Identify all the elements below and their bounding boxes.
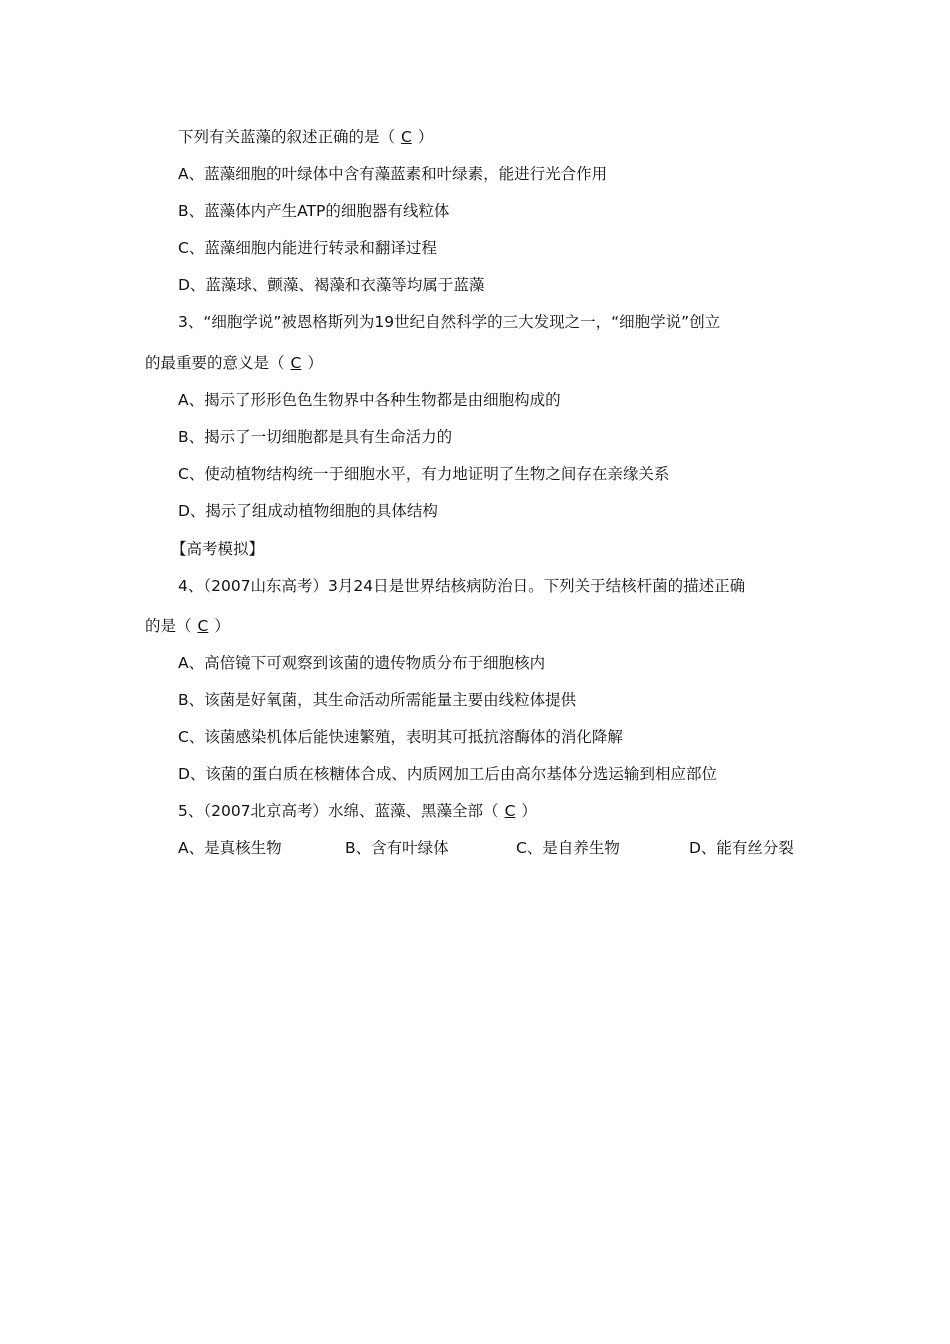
- q3-option-b: B、揭示了一切细胞都是具有生命活力的: [178, 428, 453, 446]
- q2-answer: C: [401, 128, 412, 146]
- q3-stem-line1: 3、“细胞学说”被恩格斯列为19世纪自然科学的三大发现之一，“细胞学说”创立: [178, 313, 721, 331]
- q2-stem: [178, 127, 433, 147]
- q3-stem-close: ）: [307, 354, 323, 372]
- section-title: 【高考模拟】: [171, 540, 265, 558]
- q4-stem-line1: 4、（2007山东高考）3月24日是世界结核病防治日。下列关于结核杆菌的描述正确: [178, 577, 746, 595]
- q2-option-a: A、蓝藻细胞的叶绿体中含有藻蓝素和叶绿素，能进行光合作用: [178, 165, 608, 183]
- q2-stem-close: ）: [417, 128, 434, 146]
- q5-option-b: B、含有叶绿体: [345, 839, 449, 857]
- q3-answer: C: [290, 354, 302, 372]
- q3-option-d: D、揭示了组成动植物细胞的具体结构: [178, 502, 438, 520]
- q5-stem-close: ）: [521, 802, 537, 820]
- q4-option-c: C、该菌感染机体后能快速繁殖，表明其可抵抗溶酶体的消化降解: [178, 728, 623, 746]
- q5-stem-text: 5、（2007北京高考）水绵、蓝藻、黑藻全部（: [178, 802, 499, 820]
- q4-stem-text: 的是（: [145, 617, 192, 635]
- q4-answer: C: [197, 617, 209, 635]
- q2-option-d: D、蓝藻球、颤藻、褐藻和衣藻等均属于蓝藻: [178, 276, 485, 294]
- q3-option-c: C、使动植物结构统一于细胞水平，有力地证明了生物之间存在亲缘关系: [178, 465, 670, 483]
- q4-option-a: A、高倍镜下可观察到该菌的遗传物质分布于细胞核内: [178, 654, 546, 672]
- q5-answer: C: [504, 802, 516, 820]
- q4-stem-line2: [145, 616, 230, 636]
- q4-option-b: B、该菌是好氧菌，其生命活动所需能量主要由线粒体提供: [178, 691, 577, 709]
- q5-option-a: A、是真核生物: [178, 839, 282, 857]
- q5-option-d: D、能有丝分裂: [689, 839, 794, 857]
- q4-option-d: D、该菌的蛋白质在核糖体合成、内质网加工后由高尔基体分选运输到相应部位: [178, 765, 717, 783]
- q2-option-b: B、蓝藻体内产生ATP的细胞器有线粒体: [178, 202, 450, 220]
- q3-option-a: A、揭示了形形色色生物界中各种生物都是由细胞构成的: [178, 391, 561, 409]
- q3-stem-line2: [145, 353, 323, 373]
- q4-stem-close: ）: [214, 617, 230, 635]
- q2-option-c: C、蓝藻细胞内能进行转录和翻译过程: [178, 239, 437, 257]
- q5-stem: [178, 801, 537, 821]
- q3-stem-text: 的最重要的意义是（: [145, 354, 285, 372]
- q5-option-c: C、是自养生物: [516, 839, 620, 857]
- q2-stem-text: 下列有关蓝藻的叙述正确的是（: [178, 128, 396, 146]
